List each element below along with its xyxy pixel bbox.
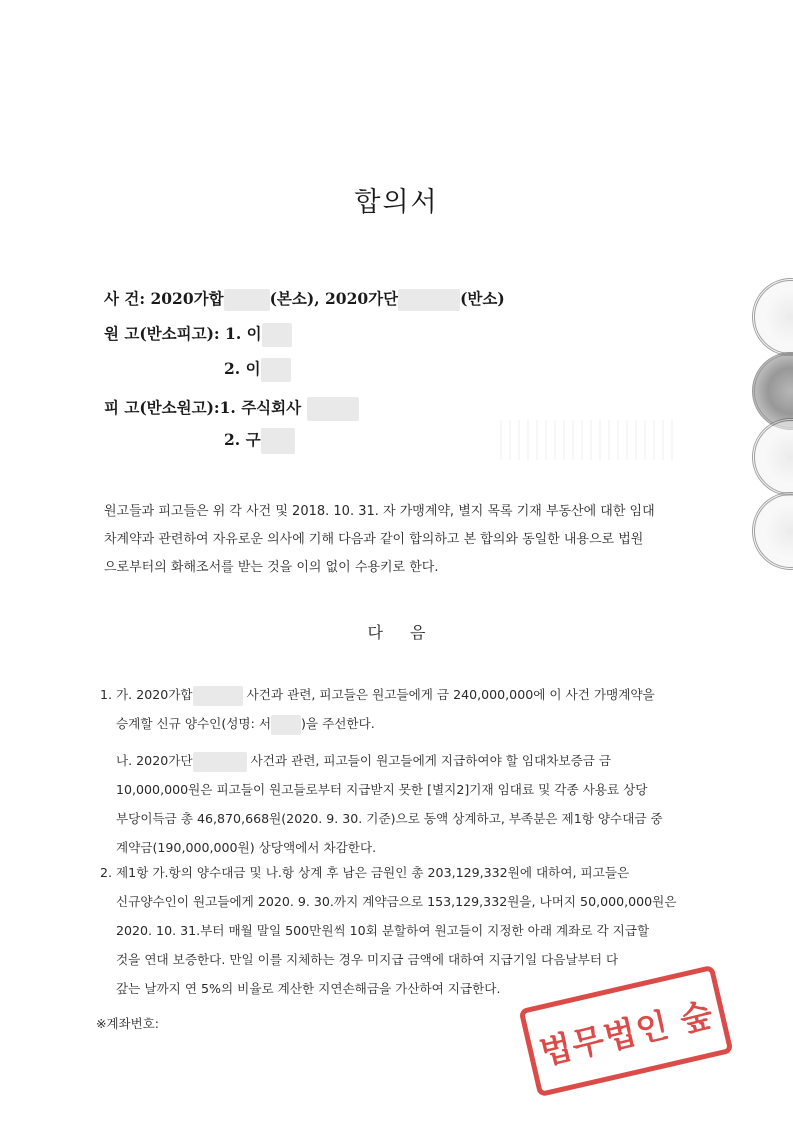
clause-text: 1. 가. 2020가합 bbox=[100, 687, 193, 702]
clause-1b-line: 계약금(190,000,000원) 상당액에서 차감한다. bbox=[116, 840, 377, 855]
case-line bbox=[104, 287, 505, 311]
plaintiff-line-2 bbox=[224, 357, 291, 382]
law-firm-stamp: 법무법인 숲 bbox=[518, 965, 733, 1098]
redaction-box bbox=[262, 323, 292, 347]
clause-2-line: 신규양수인이 원고들에게 2020. 9. 30.까지 계약금으로 153,129,332원을, 나머지 50,000,000원은 bbox=[116, 894, 677, 909]
redaction-box bbox=[193, 752, 247, 772]
clause-1 bbox=[100, 680, 720, 862]
plaintiff-name-2: 2. 이 bbox=[224, 359, 261, 378]
account-number-label: ※계좌번호: bbox=[96, 1016, 159, 1031]
redaction-box bbox=[224, 289, 270, 311]
intro-line: 원고들과 피고들은 위 각 사건 및 2018. 10. 31. 자 가맹계약, 별지 목록 기재 부동산에 대한 임대 bbox=[104, 504, 655, 519]
intro-line: 차계약과 관련하여 자유로운 의사에 기해 다음과 같이 합의하고 본 합의와 동일한 내용으로 법원 bbox=[104, 532, 644, 547]
case1-number: 2020가합 bbox=[150, 289, 224, 308]
plaintiff-name-1: 1. 이 bbox=[225, 324, 262, 343]
redaction-box bbox=[271, 715, 301, 735]
clause-2-line: 것을 연대 보증한다. 만일 이를 지체하는 경우 미지급 금액에 대하여 지급기일 다음날부터 다 bbox=[116, 952, 619, 967]
redaction-box bbox=[261, 358, 291, 382]
clause-1a-line bbox=[100, 709, 720, 738]
clause-1a-line bbox=[100, 680, 720, 709]
plaintiff-line-1 bbox=[104, 322, 292, 347]
section-heading bbox=[0, 620, 793, 643]
seal-icon bbox=[752, 418, 793, 496]
defendant-label: 피 고(반소원고): bbox=[104, 398, 220, 417]
clause-text: 사건과 관련, 피고들은 원고들에게 금 240,000,000에 이 사건 가맹계약을 bbox=[246, 687, 655, 702]
section-heading-char: 음 bbox=[410, 623, 426, 642]
clause-text: 사건과 관련, 피고들이 원고들에게 지급하여야 할 임대차보증금 금 bbox=[250, 753, 612, 768]
redaction-box bbox=[193, 686, 243, 706]
clause-text: )을 주선한다. bbox=[301, 716, 375, 731]
intro-paragraph bbox=[104, 498, 714, 582]
defendant-line-2 bbox=[224, 428, 295, 454]
seal-icon bbox=[752, 278, 793, 356]
scan-noise bbox=[500, 420, 680, 460]
clause-1b-line: 부당이득금 총 46,870,668원(2020. 9. 30. 기준)으로 동액 상계하고, 부족분은 제1항 양수대금 중 bbox=[116, 811, 663, 826]
case1-type: (본소), bbox=[269, 289, 320, 308]
defendant-name-2: 2. 구 bbox=[224, 430, 261, 449]
clause-1b-line bbox=[100, 746, 720, 775]
clause-text: 나. 2020가단 bbox=[116, 753, 193, 768]
document-title: 합의서 bbox=[354, 187, 439, 218]
seal-icon bbox=[752, 492, 793, 570]
case2-type: (반소) bbox=[460, 289, 505, 308]
clause-2-line: 2. 제1항 가.항의 양수대금 및 나.항 상계 후 남은 금원인 총 203,129,332원에 대하여, 피고들은 bbox=[100, 865, 630, 880]
redaction-box bbox=[307, 397, 359, 421]
case-label: 사 건: bbox=[104, 289, 146, 308]
defendant-name-1: 1. 주식회사 bbox=[219, 398, 302, 417]
clause-2 bbox=[100, 858, 720, 1003]
redaction-box bbox=[398, 289, 460, 311]
defendant-line-1 bbox=[104, 396, 359, 421]
clause-2-line: 2020. 10. 31.부터 매월 말일 500만원씩 10회 분할하여 원고들이 지정한 아래 계좌로 각 지급할 bbox=[116, 923, 650, 938]
redaction-box bbox=[261, 428, 295, 454]
clause-2-line: 갚는 날까지 연 5%의 비율로 계산한 지연손해금을 가산하여 지급한다. bbox=[116, 981, 501, 996]
intro-line: 으로부터의 화해조서를 받는 것을 이의 없이 수용키로 한다. bbox=[104, 560, 439, 575]
section-heading-char: 다 bbox=[367, 623, 383, 642]
case2-number: 2020가단 bbox=[325, 289, 399, 308]
plaintiff-label: 원 고(반소피고): bbox=[104, 324, 220, 343]
clause-text: 승계할 신규 양수인(성명: 서 bbox=[116, 716, 271, 731]
clause-1b-line: 10,000,000원은 피고들이 원고들로부터 지급받지 못한 [별지2]기재 임대료 및 각종 사용료 상당 bbox=[116, 782, 648, 797]
